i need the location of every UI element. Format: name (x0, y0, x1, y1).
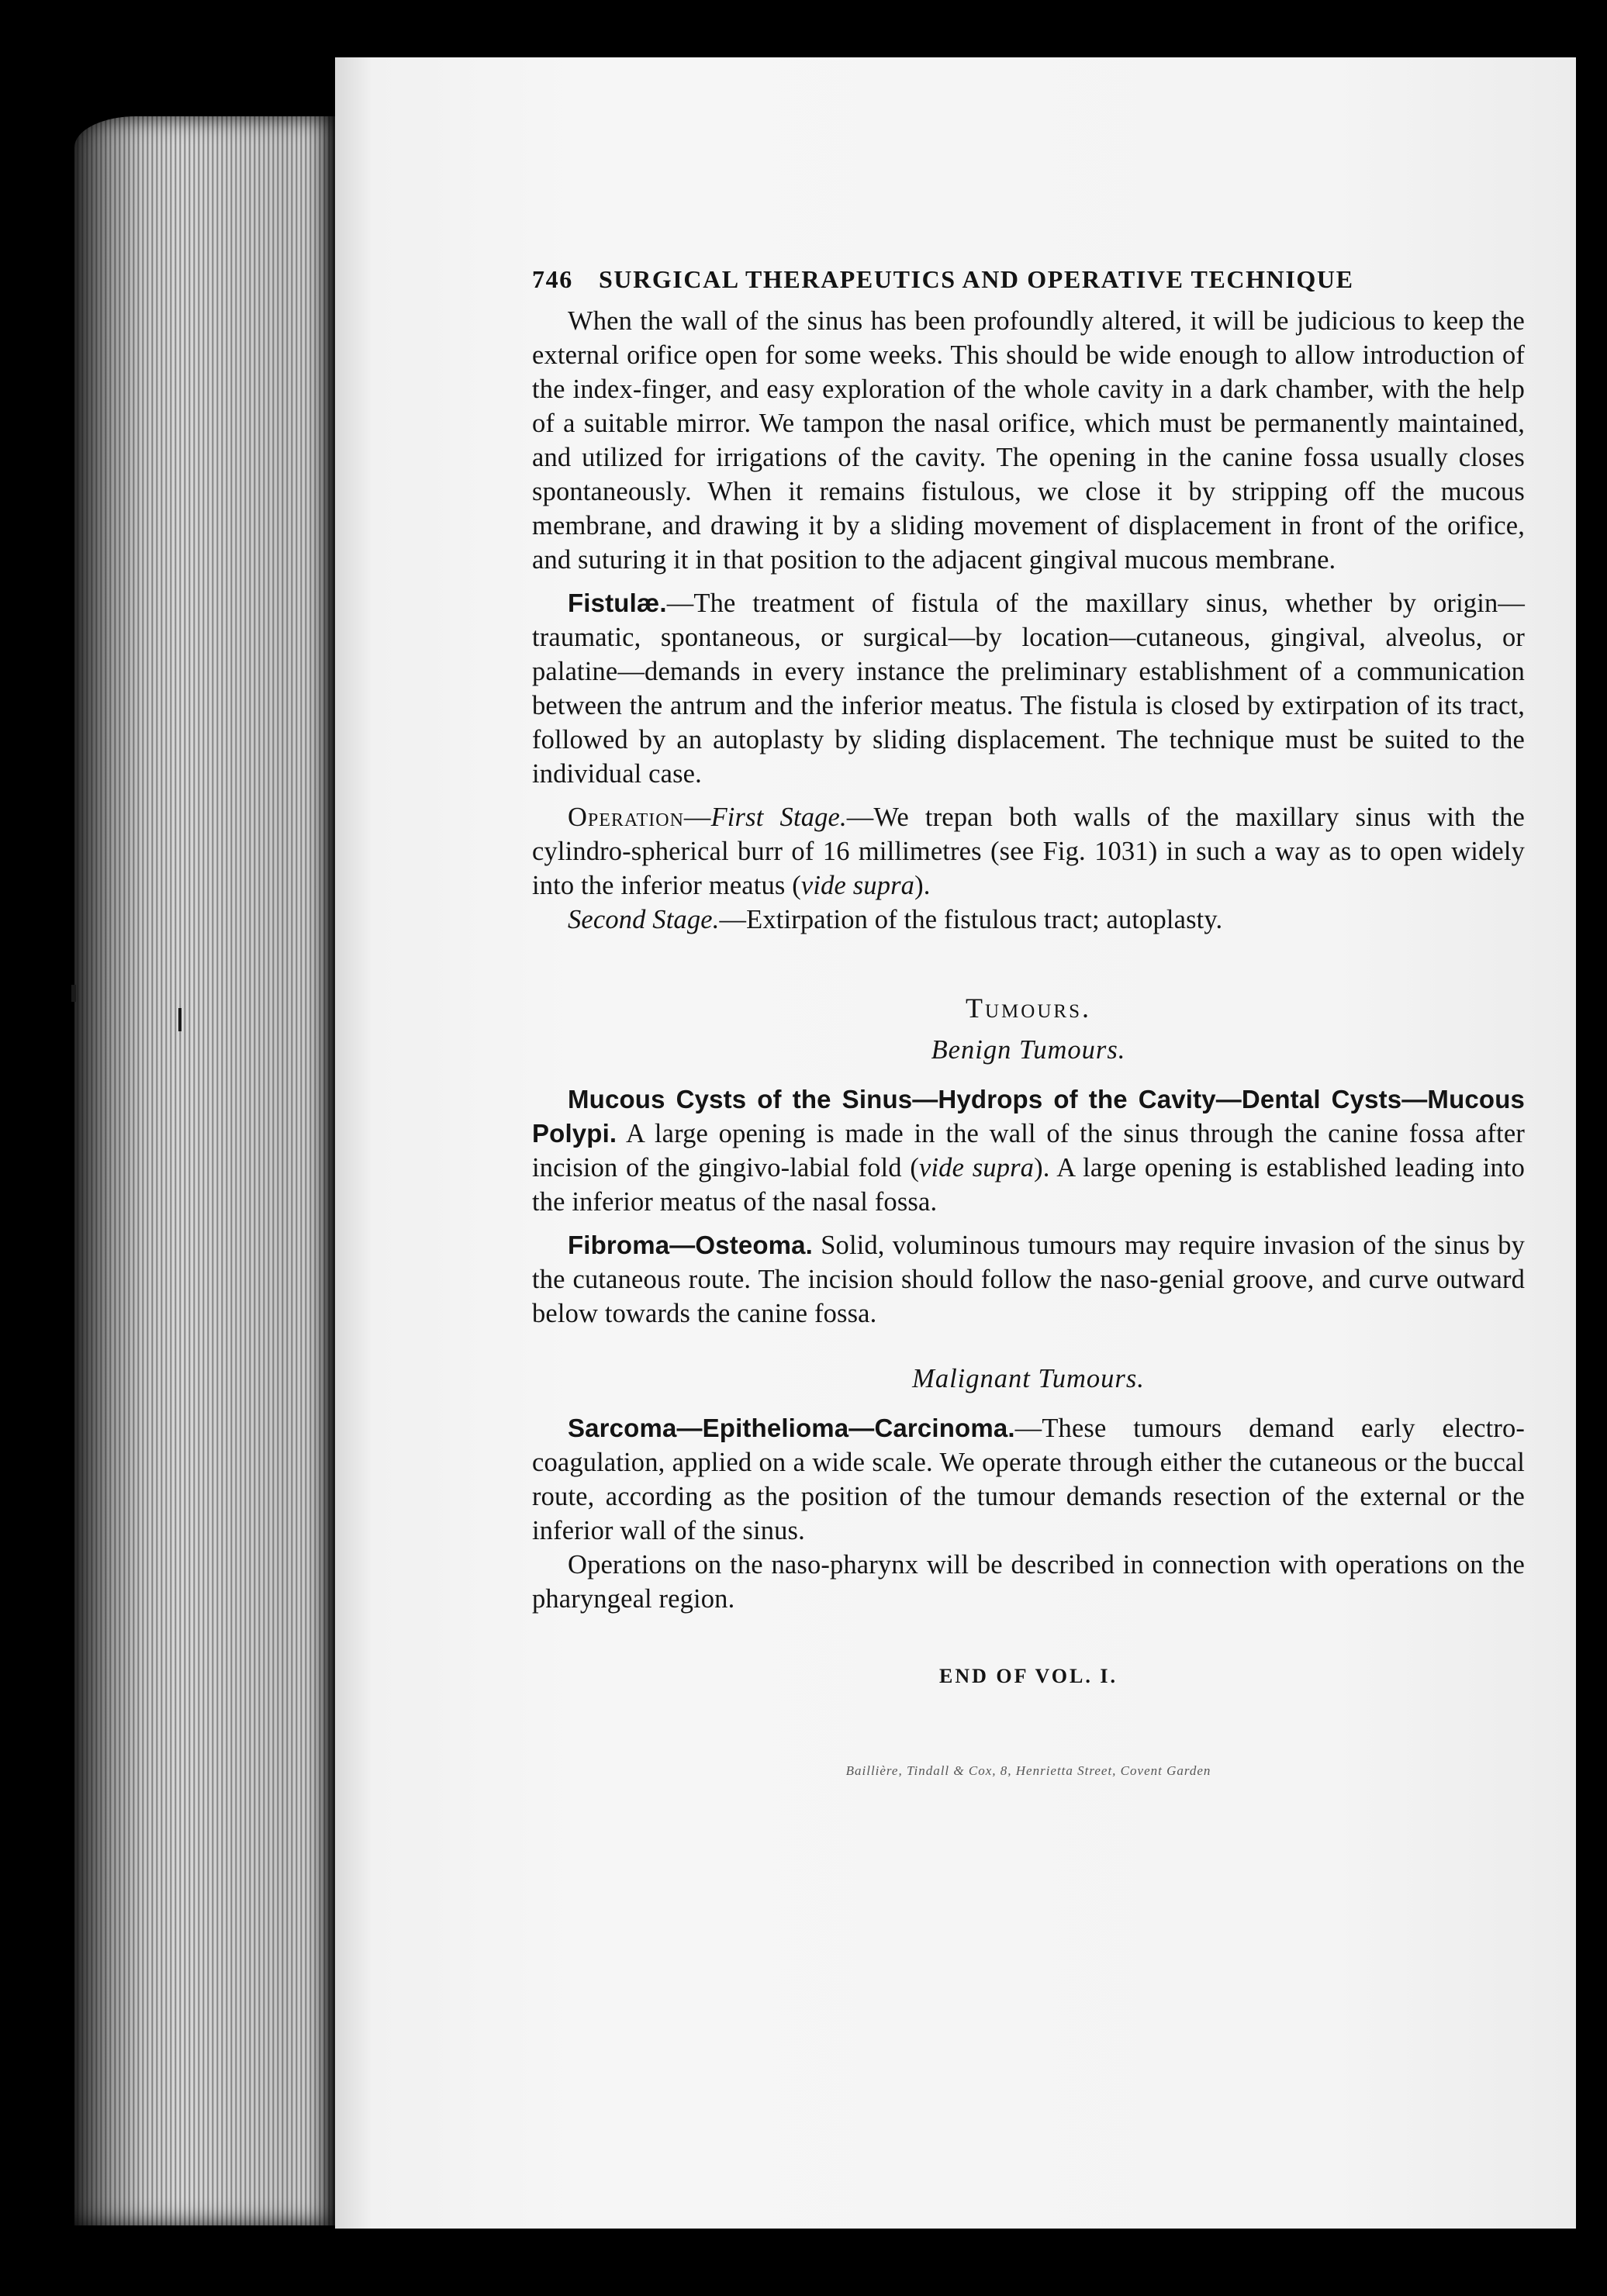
running-header (532, 262, 1525, 296)
printer-imprint: Baillière, Tindall & Cox, 8, Henrietta Street, Covent Garden (845, 1763, 1211, 1778)
mucous-paragraph (532, 1082, 1525, 1219)
second-stage-label: Second Stage. (568, 905, 720, 934)
second-stage-text: —Extirpation of the fistulous tract; autoplasty. (719, 905, 1223, 934)
fibroma-title: Fibroma—Osteoma. (568, 1231, 813, 1259)
fibroma-text: Solid, voluminous tumours may require invasion of the sinus by the cutaneous route. The incision should follow the naso-genial groove, and curve outward below towards the canine fossa. (532, 1231, 1525, 1328)
page-content (532, 262, 1525, 1788)
sarcoma-title: Sarcoma—Epithelioma—Carcinoma. (568, 1414, 1015, 1442)
book-page-stack (74, 116, 338, 2225)
fistulae-paragraph (532, 586, 1525, 791)
fistulae-text: —The treatment of fistula of the maxillary sinus, whether by origin—traumatic, spontaneous, or surgical—by location—cutaneous, gingival, alveolus, or palatine—demands in every instance the preliminary establishment of a communication between the antrum and the inferior meatus. The fistula is closed by extirpation of its tract, followed by an autoplasty by sliding displacement. The technique must be suited to the individual case. (532, 589, 1525, 789)
operation-stage2 (532, 903, 1525, 937)
mucous-text-a: A large opening is made in the wall of the sinus through the canine fossa after incision of the gingivo-labial fold ( (532, 1119, 1525, 1183)
operation-stage1: Operation—First Stage.—We trepan both walls of the maxillary sinus with the cylindro-spherical burr of 16 millimetres (see Fig. 1031) in such a way as to open widely into the inferior meatus (vide supra). (532, 803, 1525, 900)
tumours-heading: Tumours. (966, 993, 1091, 1024)
pharynx-paragraph: Operations on the naso-pharynx will be described in connection with operations on the pharyngeal region. (532, 1550, 1525, 1614)
page-number: 746 (532, 265, 573, 293)
fibroma-paragraph (532, 1228, 1525, 1331)
first-stage-label: First Stage. (710, 803, 847, 832)
intro-paragraph: When the wall of the sinus has been profoundly altered, it will be judicious to keep the external orifice open for some weeks. This should be wide enough to allow introduction of the index-finger, and easy exploration of the whole cavity in a dark chamber, with the help of a suitable mirror. We tampon the nasal orifice, which must be permanently maintained, and utilized for irrigations of the cavity. The opening in the canine fossa usually closes spontaneously. When it remains fistulous, we close it by stripping off the mucous membrane, and drawing it by a sliding movement of displacement in front of the orifice, and suturing it in that position to the adjacent gingival mucous membrane. (532, 306, 1525, 575)
end-note: END OF VOL. I. (938, 1665, 1118, 1687)
malignant-heading: Malignant Tumours. (912, 1364, 1145, 1393)
fistulae-title: Fistulæ. (568, 589, 667, 617)
mucous-title: Mucous Cysts of the Sinus—Hydrops of the Cavity—Dental Cysts—Mucous Polypi. (532, 1085, 1525, 1148)
running-title: SURGICAL THERAPEUTICS AND OPERATIVE TECHNIQUE (599, 265, 1354, 293)
scan-mark (178, 1008, 181, 1031)
mucous-ref: vide supra (918, 1153, 1035, 1183)
operation-label: Operation (568, 803, 684, 832)
first-stage-text-a: —We trepan both walls of the maxillary sinus with the cylindro-spherical burr of 16 millimetres (see Fig. 1031) in such a way as to open widely into the inferior meatus ( (532, 803, 1525, 900)
first-stage-ref: vide supra (800, 871, 915, 900)
sarcoma-paragraph (532, 1411, 1525, 1548)
benign-heading: Benign Tumours. (931, 1035, 1126, 1065)
mucous-text-b: ). A large opening is established leading into the inferior meatus of the nasal fossa. (532, 1153, 1525, 1217)
sarcoma-text: —These tumours demand early electro-coagulation, applied on a wide scale. We operate through either the cutaneous or the buccal route, according as the position of the tumour demands resection of the external or the inferior wall of the sinus. (532, 1414, 1525, 1545)
scan-mark (71, 985, 76, 1002)
first-stage-text-b: ). (914, 871, 931, 900)
